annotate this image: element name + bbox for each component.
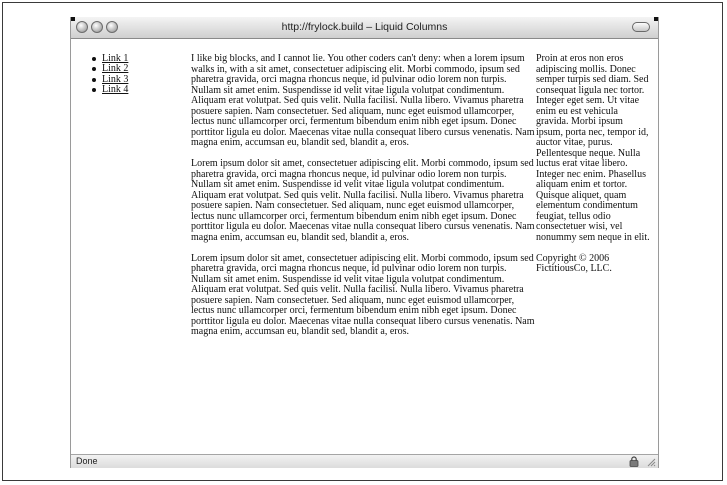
nav-item (85, 85, 128, 95)
main-paragraph-2: Lorem ipsum dolor sit amet, consectetuer adipiscing elit. Morbi commodo, ipsum sed pharetra gravida, orci magna rhoncus neque, id pulvinar odio lorem non turpis. Nullam sit amet enim. Suspendisse id velit vitae ligula volutpat condimentum. Aliquam erat volutpat. Sed quis velit. Nulla facilisi. Nulla libero. Vivamus pharetra posuere sapien. Nam consectetuer. Sed aliquam, nunc eget euismod ullamcorper, lectus nunc ullamcorper orci, fermentum bibendum enim nibh eget ipsum. Donec porttitor ligula eu dolor. Maecenas vitae nulla consequat libero cursus venenatis. Nam magna enim, accumsan eu, blandit sed, blandit a, eros. (191, 158, 535, 243)
nav-list (85, 54, 128, 96)
nav-link-2[interactable]: Link 2 (102, 63, 129, 75)
status-text: Done (76, 456, 98, 466)
toolbar-toggle-button[interactable] (632, 22, 650, 32)
nav-link-1[interactable]: Link 1 (102, 53, 129, 64)
window-title: http://frylock.build – Liquid Columns (281, 21, 448, 33)
status-bar (71, 454, 658, 468)
title-bar[interactable] (71, 17, 658, 39)
right-column (536, 54, 650, 285)
browser-window (70, 17, 659, 468)
lock-icon[interactable] (628, 456, 640, 467)
main-column (191, 54, 536, 348)
resize-grip-icon[interactable] (645, 456, 656, 467)
page-content (71, 39, 658, 454)
main-paragraph-1: I like big blocks, and I cannot lie. You other coders can't deny: when a lorem ipsum walks in, with a sit amet, consectetuer adipiscing elit. Morbi commodo, ipsum sed pharetra gravida, orci magna rhoncus neque, id pulvinar odio lorem non turpis. Nullam sit amet enim. Suspendisse id velit vitae ligula volutpat condimentum. Aliquam erat volutpat. Sed quis velit. Nulla facilisi. Nulla libero. Vivamus pharetra posuere sapien. Nam consectetuer. Sed aliquam, nunc eget euismod ullamcorper, lectus nunc ullamcorper orci, fermentum bibendum enim nibh eget ipsum. Donec porttitor ligula eu dolor. Maecenas vitae nulla consequat libero cursus venenatis. Nam magna enim, accumsan eu, blandit sed, blandit a, eros. (191, 53, 535, 148)
copyright-text: Copyright © 2006 FictitiousCo, LLC. (536, 252, 612, 274)
sidebar-text: Proin at eros non eros adipiscing mollis. Donec semper turpis sed diam. Sed consequat ligula nec tortor. Integer eget sem. Ut vitae enim eu est vehicula gravida. Morbi ipsum ipsum, porta nec, tempor id, auctor vitae, purus. Pellentesque neque. Nulla luctus erat vitae libero. Integer nec enim. Phasellus aliquam enim et tortor. Quisque aliquet, quam elementum condimentum feugiat, tellus odio consectetuer wisi, vel nonummy sem neque in elit. (536, 53, 650, 243)
nav-link-3[interactable]: Link 3 (102, 73, 129, 85)
main-paragraph-3: Lorem ipsum dolor sit amet, consectetuer adipiscing elit. Morbi commodo, ipsum sed pharetra gravida, orci magna rhoncus neque, id pulvinar odio lorem non turpis. Nullam sit amet enim. Suspendisse id velit vitae ligula volutpat condimentum. Aliquam erat volutpat. Sed quis velit. Nulla facilisi. Nulla libero. Vivamus pharetra posuere sapien. Nam consectetuer. Sed aliquam, nunc eget euismod ullamcorper, lectus nunc ullamcorper orci, fermentum bibendum enim nibh eget ipsum. Donec porttitor ligula eu dolor. Maecenas vitae nulla consequat libero cursus venenatis. Nam magna enim, accumsan eu, blandit sed, blandit a, eros. (191, 252, 535, 337)
nav-link-4[interactable]: Link 4 (102, 84, 129, 96)
